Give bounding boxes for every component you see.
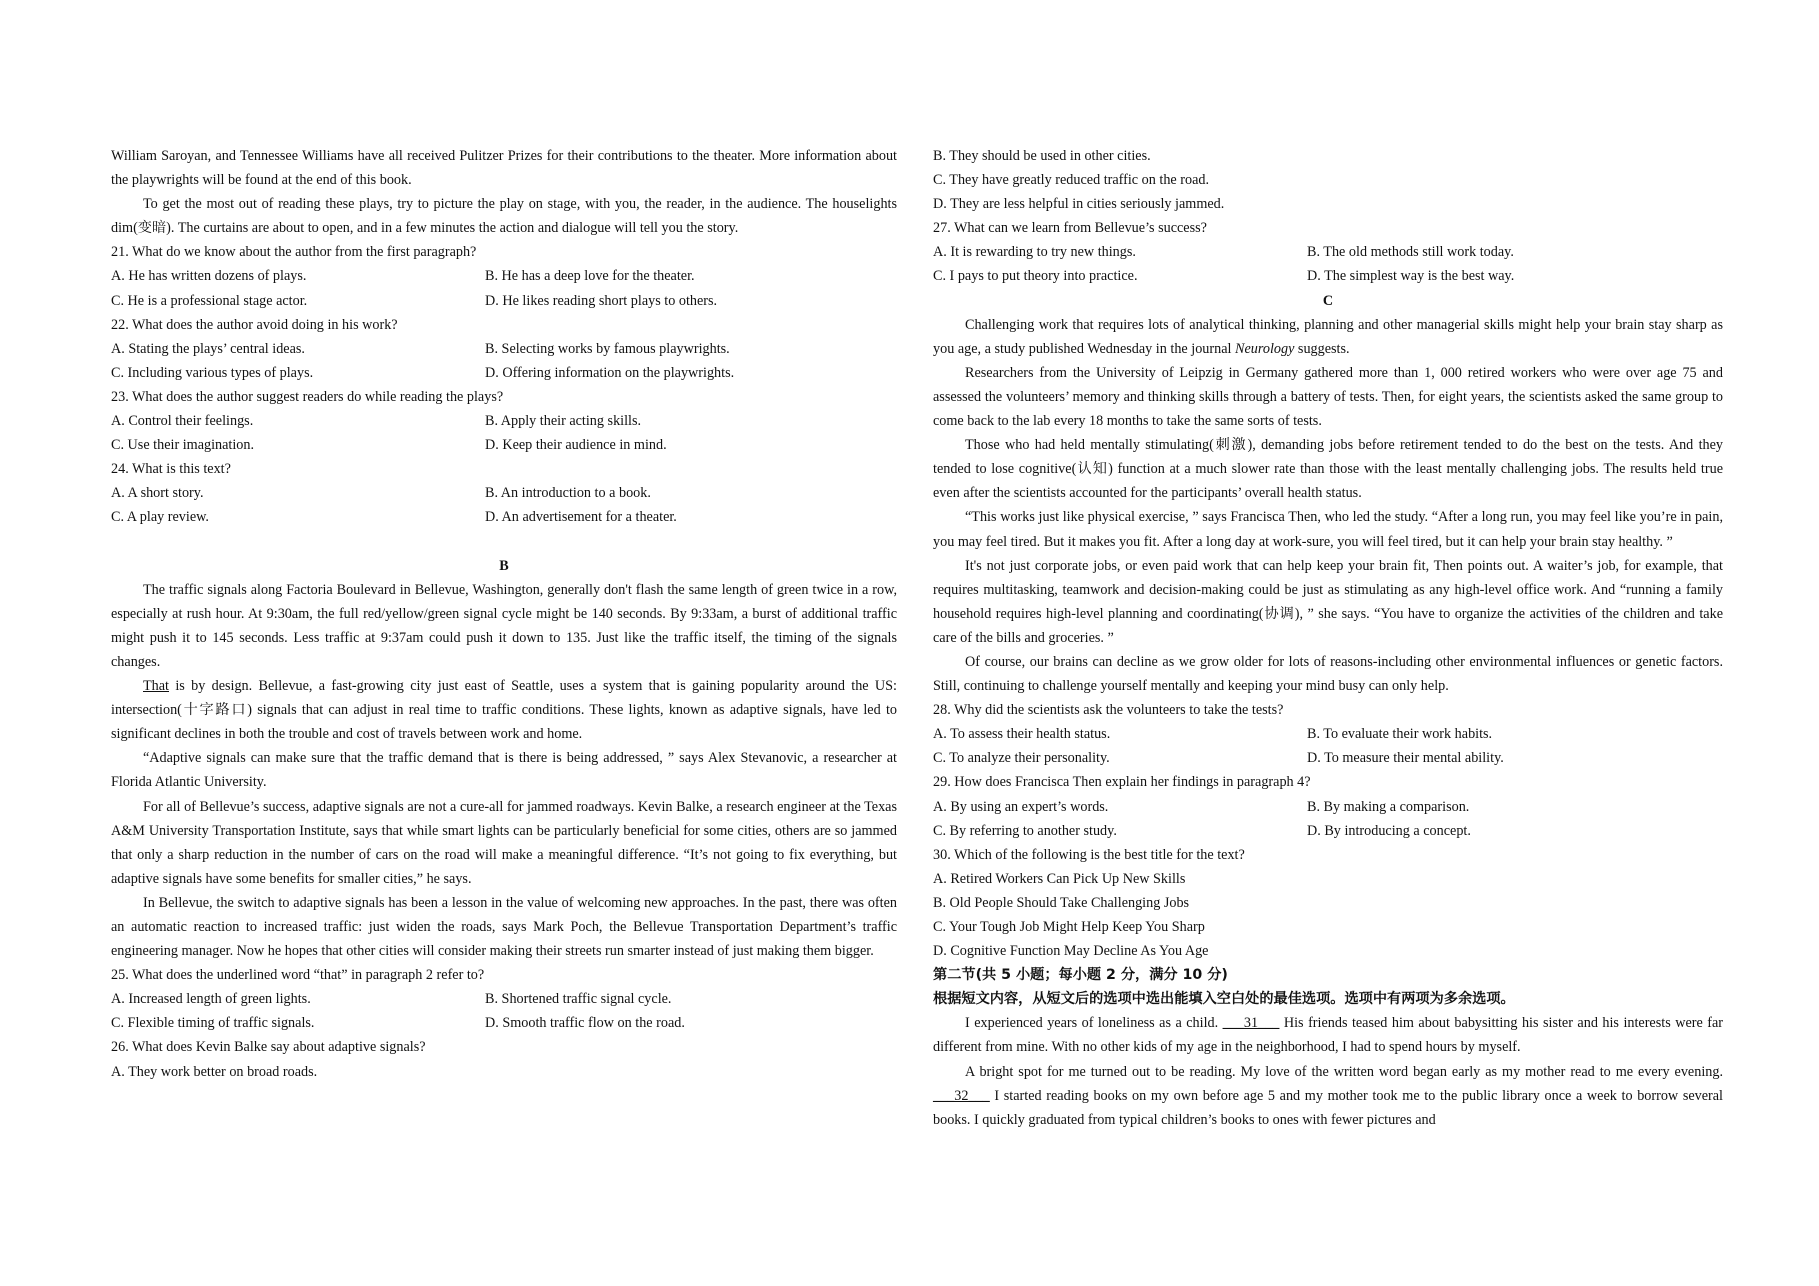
question-29: 29. How does Francisca Then explain her findings in paragraph 4? [933, 774, 1311, 791]
q30-option-c[interactable]: C. Your Tough Job Might Help Keep You Sharp [933, 919, 1205, 935]
section-2-title: 第二节(共 5 小题；每小题 2 分，满分 10 分) [933, 967, 1228, 984]
q24-options-row-1 [111, 481, 897, 505]
passage-c-p1-text-b: suggests. [1294, 340, 1350, 357]
q28-option-b[interactable]: B. To evaluate their work habits. [1307, 726, 1493, 743]
spacer [111, 530, 897, 554]
passage-b-paragraph-2-text: is by design. Bellevue, a fast-growing city just east of Seattle, uses a system that is gaining popularity around the US: intersection(十字路口) signals that can adjust in real time to traffic conditions. These lights, known as adaptive signals, have led to significant declines in both the trouble and cost of travels between work and home. [111, 678, 897, 743]
q25-option-a[interactable]: A. Increased length of green lights. [111, 991, 311, 1008]
q28-options-row-1 [933, 722, 1723, 746]
passage-c-paragraph-3: Those who had held mentally stimulating(刺激), demanding jobs before retirement tended to do the best on the tests. And they tended to lose cognitive(认知) function at a much slower rate than those with the least mentally challenging jobs. The results held true even after the scientists accounted for the participants’ overall health status. [933, 437, 1723, 502]
question-21: 21. What do we know about the author from the first paragraph? [111, 244, 477, 261]
q29-option-b[interactable]: B. By making a comparison. [1307, 798, 1470, 815]
cloze-p1-text-b: His friends teased him about babysitting his sister and his interests were far different from mine. With no other kids of my age in the neighborhood, I had to spend hours by myself. [933, 1015, 1723, 1056]
q29-options-row-1 [933, 795, 1723, 819]
question-24: 24. What is this text? [111, 461, 231, 478]
question-27: 27. What can we learn from Bellevue’s success? [933, 220, 1207, 237]
question-30: 30. Which of the following is the best title for the text? [933, 846, 1245, 863]
q27-options-row-2 [933, 264, 1723, 288]
section-b-heading: B [499, 557, 509, 574]
q28-option-a[interactable]: A. To assess their health status. [933, 726, 1111, 743]
q23-option-a[interactable]: A. Control their feelings. [111, 413, 254, 430]
cloze-p2-text-b: I started reading books on my own before age 5 and my mother took me to the public library once a week to borrow several books. I quickly graduated from typical children’s books to ones with fewer pictures and [933, 1087, 1723, 1128]
q21-options-row-2 [111, 289, 897, 313]
journal-name: Neurology [1235, 340, 1295, 357]
q21-option-b[interactable]: B. He has a deep love for the theater. [485, 268, 695, 285]
cloze-paragraph-2 [933, 1060, 1723, 1132]
q27-option-c[interactable]: C. I pays to put theory into practice. [933, 268, 1138, 285]
left-column [111, 144, 897, 1084]
q24-options-row-2 [111, 505, 897, 529]
q25-options-row-1 [111, 987, 897, 1011]
q29-option-c[interactable]: C. By referring to another study. [933, 822, 1117, 839]
passage-c-p1-text-a: Challenging work that requires lots of analytical thinking, planning and other managerial skills might help your brain stay sharp as you age, a study published Wednesday in the journal [933, 316, 1723, 357]
q22-options-row-2 [111, 361, 897, 385]
q23-options-row-2 [111, 433, 897, 457]
q24-option-d[interactable]: D. An advertisement for a theater. [485, 509, 677, 526]
intro-paragraph-2: To get the most out of reading these plays, try to picture the play on stage, with you, the reader, in the audience. The houselights dim(变暗). The curtains are about to open, and in a few minutes the action and dialogue will tell you the story. [111, 196, 897, 237]
passage-b-paragraph-4: For all of Bellevue’s success, adaptive signals are not a cure-all for jammed roadways. Kevin Balke, a research engineer at the Texas A&M University Transportation Institute, says that while smart lights can be particularly beneficial for some cities, others are so jammed that only a sharp reduction in the number of cars on the road will make a meaningful difference. “It’s not going to fix everything, but adaptive signals have some benefits for smaller cities,” he says. [111, 798, 897, 887]
q24-option-c[interactable]: C. A play review. [111, 509, 209, 526]
question-28: 28. Why did the scientists ask the volunteers to take the tests? [933, 702, 1284, 719]
q29-option-a[interactable]: A. By using an expert’s words. [933, 798, 1109, 815]
passage-c-paragraph-4: “This works just like physical exercise, ” says Francisca Then, who led the study. “After a long run, you may feel like you’re in pain, you may feel tired. But it makes you fit. After a long day at work-sure, you will feel tired, but it can help your brain stay healthy. ” [933, 509, 1723, 550]
q27-option-b[interactable]: B. The old methods still work today. [1307, 244, 1514, 261]
q25-option-d[interactable]: D. Smooth traffic flow on the road. [485, 1015, 685, 1032]
question-22: 22. What does the author avoid doing in his work? [111, 316, 398, 333]
passage-b-paragraph-2 [111, 674, 897, 746]
passage-c-paragraph-2: Researchers from the University of Leipzig in Germany gathered more than 1, 000 retired workers who were over age 75 and assessed the volunteers’ memory and thinking skills through a battery of tests. Then, for eight years, the scientists asked the same group to come back to the lab every 18 months to take the same sorts of tests. [933, 364, 1723, 430]
section-c-heading: C [1322, 292, 1334, 309]
passage-c-paragraph-5: It's not just corporate jobs, or even paid work that can help keep your brain fit, Then points out. A waiter’s job, for example, that requires multitasking, teamwork and decision-making could be just as stimulating as any high-level office work. And “running a family household requires high-level planning and coordinating(协调), ” she says. “You have to organize the activities of the children and take care of the bills and groceries. ” [933, 557, 1723, 646]
q22-option-d[interactable]: D. Offering information on the playwrights. [485, 364, 735, 381]
q23-option-d[interactable]: D. Keep their audience in mind. [485, 437, 667, 454]
q22-option-b[interactable]: B. Selecting works by famous playwrights. [485, 340, 730, 357]
cloze-p2-text-a: A bright spot for me turned out to be reading. My love of the written word began early as my mother read to me every evening. [965, 1063, 1723, 1080]
cloze-paragraph-1 [933, 1011, 1723, 1059]
q30-option-b[interactable]: B. Old People Should Take Challenging Jobs [933, 894, 1190, 911]
q22-option-a[interactable]: A. Stating the plays’ central ideas. [111, 340, 305, 357]
q27-options-row-1 [933, 240, 1723, 264]
q26-option-d[interactable]: D. They are less helpful in cities seriously jammed. [933, 196, 1225, 213]
q21-options-row-1 [111, 264, 897, 288]
cloze-p1-text-a: I experienced years of loneliness as a child. [965, 1015, 1223, 1032]
q28-options-row-2 [933, 746, 1723, 770]
q26-option-c[interactable]: C. They have greatly reduced traffic on the road. [933, 172, 1210, 189]
passage-b-paragraph-1: The traffic signals along Factoria Boulevard in Bellevue, Washington, generally don't flash the same length of green twice in a row, especially at rush hour. At 9:30am, the full red/yellow/green signal cycle might be 140 seconds. By 9:33am, a burst of additional traffic might push it to 145 seconds. Less traffic at 9:37am could push it down to 135. Just like the traffic itself, the timing of the signals changes. [111, 581, 897, 670]
q23-options-row-1 [111, 409, 897, 433]
q29-option-d[interactable]: D. By introducing a concept. [1307, 822, 1471, 839]
q30-option-d[interactable]: D. Cognitive Function May Decline As You Age [933, 943, 1209, 960]
passage-b-paragraph-5: In Bellevue, the switch to adaptive signals has been a lesson in the value of welcoming new approaches. In the past, there was often an automatic reaction to increased traffic: just widen the roads, says Mark Poch, the Bellevue Transportation Department’s traffic engineering manager. Now he hopes that other cities will consider making their streets run smarter instead of just making them bigger. [111, 894, 897, 960]
q27-option-d[interactable]: D. The simplest way is the best way. [1307, 268, 1515, 285]
q26-option-b[interactable]: B. They should be used in other cities. [933, 148, 1151, 164]
question-25: 25. What does the underlined word “that” in paragraph 2 refer to? [111, 967, 485, 984]
blank-32[interactable]: ___32___ [933, 1087, 990, 1104]
q25-option-c[interactable]: C. Flexible timing of traffic signals. [111, 1015, 315, 1032]
section-2-instructions: 根据短文内容，从短文后的选项中选出能填入空白处的最佳选项。选项中有两项为多余选项。 [933, 991, 1515, 1008]
q21-option-c[interactable]: C. He is a professional stage actor. [111, 292, 308, 309]
q23-option-c[interactable]: C. Use their imagination. [111, 437, 255, 454]
q21-option-d[interactable]: D. He likes reading short plays to others. [485, 292, 718, 309]
passage-c-paragraph-1 [933, 313, 1723, 361]
q27-option-a[interactable]: A. It is rewarding to try new things. [933, 244, 1136, 261]
q28-option-d[interactable]: D. To measure their mental ability. [1307, 750, 1504, 767]
intro-paragraph-tail: William Saroyan, and Tennessee Williams have all received Pulitzer Prizes for their contributions to the theater. More information about the playwrights will be found at the end of this book. [111, 148, 897, 189]
question-23: 23. What does the author suggest readers do while reading the plays? [111, 388, 504, 405]
q29-options-row-2 [933, 819, 1723, 843]
q28-option-c[interactable]: C. To analyze their personality. [933, 750, 1110, 767]
passage-c-paragraph-6: Of course, our brains can decline as we grow older for lots of reasons-including other environmental influences or genetic factors. Still, continuing to challenge yourself mentally and keeping your mind busy can only help. [933, 653, 1723, 695]
q21-option-a[interactable]: A. He has written dozens of plays. [111, 268, 307, 285]
q23-option-b[interactable]: B. Apply their acting skills. [485, 413, 642, 430]
blank-31[interactable]: ___31___ [1222, 1015, 1280, 1032]
question-26: 26. What does Kevin Balke say about adaptive signals? [111, 1039, 426, 1056]
underlined-word-that: That [143, 678, 169, 695]
q22-option-c[interactable]: C. Including various types of plays. [111, 364, 314, 381]
q25-option-b[interactable]: B. Shortened traffic signal cycle. [485, 991, 672, 1008]
passage-b-paragraph-3: “Adaptive signals can make sure that the traffic demand that is there is being addressed, ” says Alex Stevanovic, a researcher at Florida Atlantic University. [111, 750, 897, 791]
right-column [933, 144, 1723, 1132]
q30-option-a[interactable]: A. Retired Workers Can Pick Up New Skills [933, 870, 1186, 887]
q22-options-row-1 [111, 337, 897, 361]
q26-option-a[interactable]: A. They work better on broad roads. [111, 1063, 318, 1080]
q24-option-b[interactable]: B. An introduction to a book. [485, 485, 651, 502]
q25-options-row-2 [111, 1011, 897, 1035]
q24-option-a[interactable]: A. A short story. [111, 485, 204, 502]
